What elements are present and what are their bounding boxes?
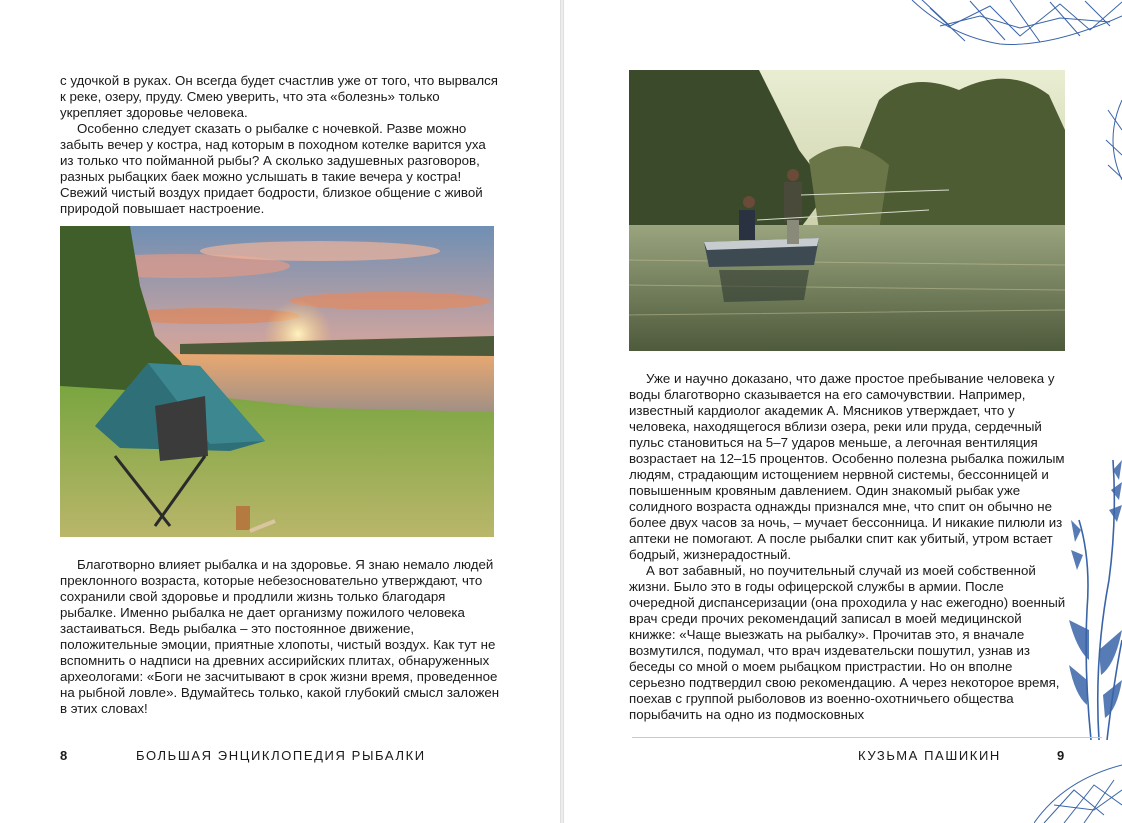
right-paragraph-2: А вот забавный, но поучительный случай из моей собственной жизни. Было это в годы офицерской службы в армии. После очередной диспансеризации (она проходила у нас ежегодно) военный врач среди прочих рекомендаций записал в моей медицинской книжке: «Чаще выезжать на рыбалку». Прочитав это, я вначале возмутился, подумал, что врач издевательски пошутил, узнав из беседы со мной о моем рыбацком пристрастии. Но он вполне серьезно подтвердил свою рекомендацию. А через некоторое время, поехав с группой рыболовов из военно-охотничьего общества порыбачить на одно из подмосковных xyxy=(629,563,1066,722)
reed-plant-decoration xyxy=(1069,460,1122,740)
fishing-net-side-decoration xyxy=(1104,100,1122,180)
left-paragraph-3: Благотворно влияет рыбалка и на здоровье. Я знаю немало людей преклонного возраста, которые небезосновательно утверждают, что сохранили свой здоровье и продлили жизнь только благодаря рыбалке. Именно рыбалка не дает организму пожилого человека застаиваться. Ведь рыбалка – это постоянное движение, положительные эмоции, приятные хлопоты, чистый воздух. Как тут не вспомнить о надписи на древних ассирийских плитах, обнаруженных археологами: «Боги не засчитывают в срок жизни время, проведенное на рыбной ловле». Вдумайтесь только, какой глубокий смысл заложен в этих словах! xyxy=(60,557,500,716)
left-paragraph-2: Особенно следует сказать о рыбалке с ночевкой. Разве можно забыть вечер у костра, над которым в походном котелке варится уха из только что пойманной рыбы? А сколько задушевных разговоров, разных рыбацких баек можно услышать в такие вечера у костра! Свежий чистый воздух придает бодрости, близкое общение с живой природой повышает настроение. xyxy=(60,121,486,216)
right-body-text xyxy=(629,371,1069,723)
left-paragraph-1: с удочкой в руках. Он всегда будет счастлив уже от того, что вырвался к реке, озеру, пруду. Смею уверить, что эта «болезнь» только укрепляет здоровье человека. xyxy=(60,73,498,120)
footer-rule xyxy=(632,737,1102,738)
right-page xyxy=(564,0,1122,823)
fishing-net-top-decoration xyxy=(910,0,1122,56)
left-top-text xyxy=(60,73,500,217)
running-head-right: КУЗЬМА ПАШИКИН xyxy=(858,748,1001,763)
fishing-net-bottom-decoration xyxy=(1034,760,1122,823)
left-page xyxy=(0,0,560,823)
left-bottom-text xyxy=(60,557,500,717)
boat-fishermen-photo xyxy=(629,70,1065,351)
page-number-right: 9 xyxy=(1057,748,1065,763)
page-number-left: 8 xyxy=(60,748,68,763)
tent-sunset-photo xyxy=(60,226,494,537)
running-head-left: БОЛЬШАЯ ЭНЦИКЛОПЕДИЯ РЫБАЛКИ xyxy=(136,748,426,763)
right-paragraph-1: Уже и научно доказано, что даже простое пребывание человека у воды благотворно сказывается на его самочувствии. Например, известный кардиолог академик А. Мясников утверждает, что у человека, находящегося вблизи озера, реки или пруда, сердечный пульс становиться на 5–7 ударов меньше, а легочная вентиляция возрастает на 12–15 процентов. Особенно полезна рыбалка пожилым людям, страдающим истощением нервной системы, бессонницей и повышенным кровяным давлением. Один знакомый рыбак уже солидного возраста однажды признался мне, что спит он обычно не более двух часов за ночь, – мучает бессонница. И никакие пилюли из аптеки не помогают. А после рыбалки спит как убитый, утром встает бодрый, жизнерадостный. xyxy=(629,371,1065,562)
